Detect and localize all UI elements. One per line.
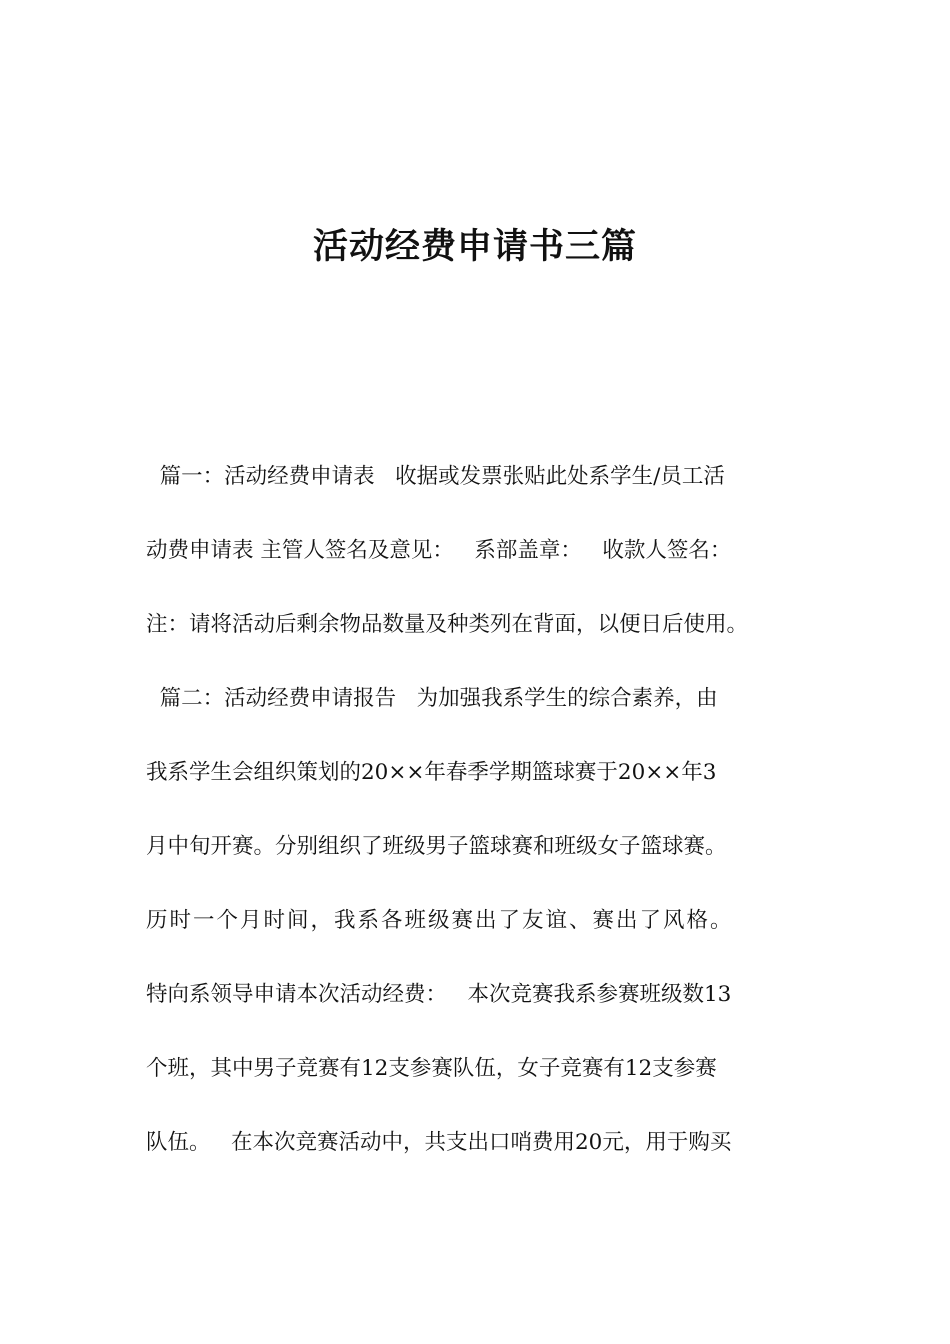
body-line-1: 篇一：活动经费申请表 收据或发票张贴此处系学生/员工活: [146, 464, 725, 489]
document-title: 活动经费申请书三篇: [312, 227, 637, 267]
body-line-8: 特向系领导申请本次活动经费： 本次竞赛我系参赛班级数13: [146, 982, 732, 1007]
body-line-6: 月中旬开赛。分别组织了班级男子篮球赛和班级女子篮球赛。: [146, 834, 727, 859]
body-line-4: 篇二：活动经费申请报告 为加强我系学生的综合素养，由: [146, 686, 718, 711]
body-line-10: 队伍。 在本次竞赛活动中，共支出口哨费用20元，用于购买: [146, 1130, 732, 1155]
document-body: [146, 452, 816, 1192]
body-line-2: 动费申请表 主管人签名及意见： 系部盖章： 收款人签名：: [146, 538, 732, 563]
body-line-7: 历时一个月时间，我系各班级赛出了友谊、赛出了风格。: [146, 908, 734, 933]
body-line-5: 我系学生会组织策划的20××年春季学期篮球赛于20××年3: [146, 760, 717, 785]
body-line-9: 个班，其中男子竞赛有12支参赛队伍，女子竞赛有12支参赛: [146, 1056, 717, 1081]
body-line-3: 注：请将活动后剩余物品数量及种类列在背面，以便日后使用。: [146, 612, 749, 637]
